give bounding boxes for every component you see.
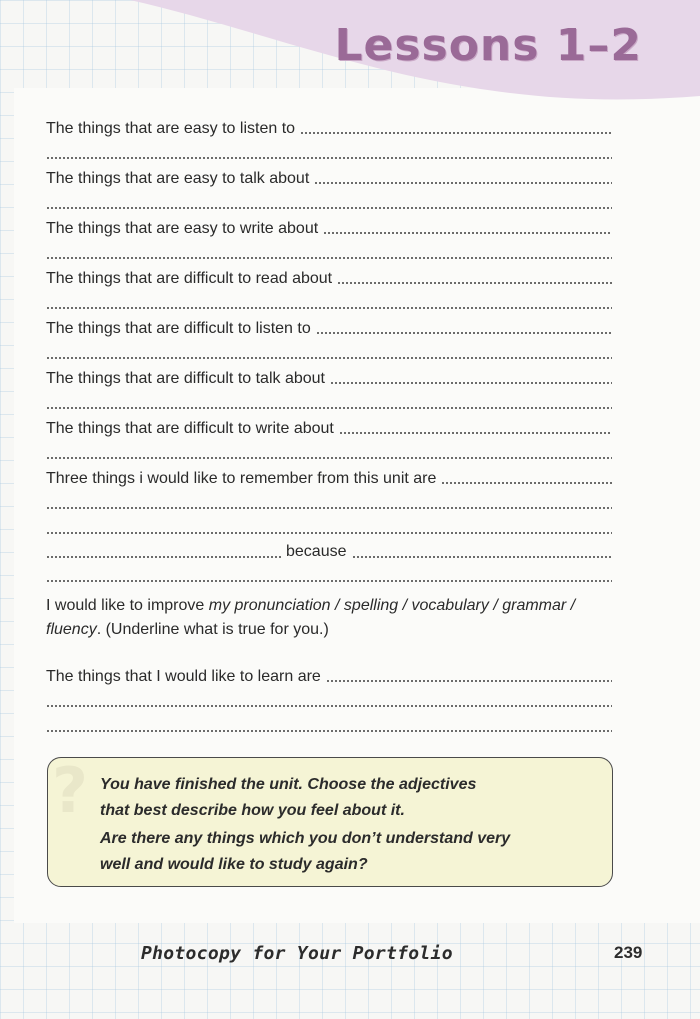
answer-dotline[interactable] <box>46 729 612 733</box>
prompt-line[interactable] <box>46 119 612 139</box>
answer-dots <box>352 555 613 559</box>
prompt-label: The things that are easy to talk about <box>46 170 310 187</box>
improve-options[interactable]: my pronunciation / spelling / vocabulary / grammar / fluency <box>46 597 576 638</box>
answer-dotline[interactable] <box>46 531 612 535</box>
answer-dotline[interactable] <box>46 256 612 260</box>
prompt-label: The things that are easy to write about <box>46 220 319 237</box>
answer-dotline[interactable] <box>46 704 612 708</box>
answer-dots <box>323 231 612 235</box>
prompt-line[interactable] <box>46 469 612 489</box>
answer-dotline[interactable] <box>46 206 612 210</box>
prompt-label: The things that are difficult to read about <box>46 270 333 287</box>
prompt-line[interactable] <box>46 269 612 289</box>
answer-dots <box>330 381 612 385</box>
answer-dotline[interactable] <box>46 156 612 160</box>
answer-dots <box>300 131 612 135</box>
question-mark-icon: ? <box>52 754 88 827</box>
because-label: because <box>286 543 347 560</box>
prompt-label: The things that are easy to listen to <box>46 120 296 137</box>
prompt-line[interactable] <box>46 169 612 189</box>
reflection-text: Are there any things which you don’t understand very <box>100 830 511 847</box>
prompt-line[interactable] <box>46 369 612 389</box>
reflection-text: well and would like to study again? <box>100 856 368 873</box>
answer-dotline[interactable] <box>46 506 612 510</box>
prompt-label: The things that are difficult to listen to <box>46 320 311 337</box>
answer-dots <box>316 331 612 335</box>
page-number: 239 <box>614 943 643 962</box>
footer-caption: Photocopy for Your Portfolio <box>141 943 453 964</box>
prompt-label: The things that I would like to learn are <box>46 668 321 685</box>
prompt-label: Three things i would like to remember from this unit are <box>46 470 437 487</box>
prompt-line[interactable] <box>46 319 612 339</box>
reflection-text: You have finished the unit. Choose the adjectives <box>100 776 477 793</box>
answer-dots <box>339 431 612 435</box>
because-line[interactable] <box>46 543 612 563</box>
answer-dots <box>46 555 281 559</box>
improve-statement <box>46 594 612 642</box>
answer-dots <box>337 281 612 285</box>
answer-dots <box>314 181 612 185</box>
answer-dots <box>441 481 612 485</box>
answer-dotline[interactable] <box>46 579 612 583</box>
answer-dotline[interactable] <box>46 356 612 360</box>
improve-suffix: . (Underline what is true for you.) <box>96 621 329 638</box>
prompt-label: The things that are difficult to talk about <box>46 370 325 387</box>
improve-prefix: I would like to improve <box>46 597 209 614</box>
prompt-line[interactable] <box>46 667 612 687</box>
prompt-line[interactable] <box>46 219 612 239</box>
page-title: Lessons 1–2 <box>334 20 642 71</box>
reflection-text: that best describe how you feel about it. <box>100 802 405 819</box>
prompt-line[interactable] <box>46 419 612 439</box>
answer-dots <box>326 679 612 683</box>
answer-dotline[interactable] <box>46 306 612 310</box>
prompt-label: The things that are difficult to write about <box>46 420 334 437</box>
answer-dotline[interactable] <box>46 456 612 460</box>
answer-dotline[interactable] <box>46 406 612 410</box>
